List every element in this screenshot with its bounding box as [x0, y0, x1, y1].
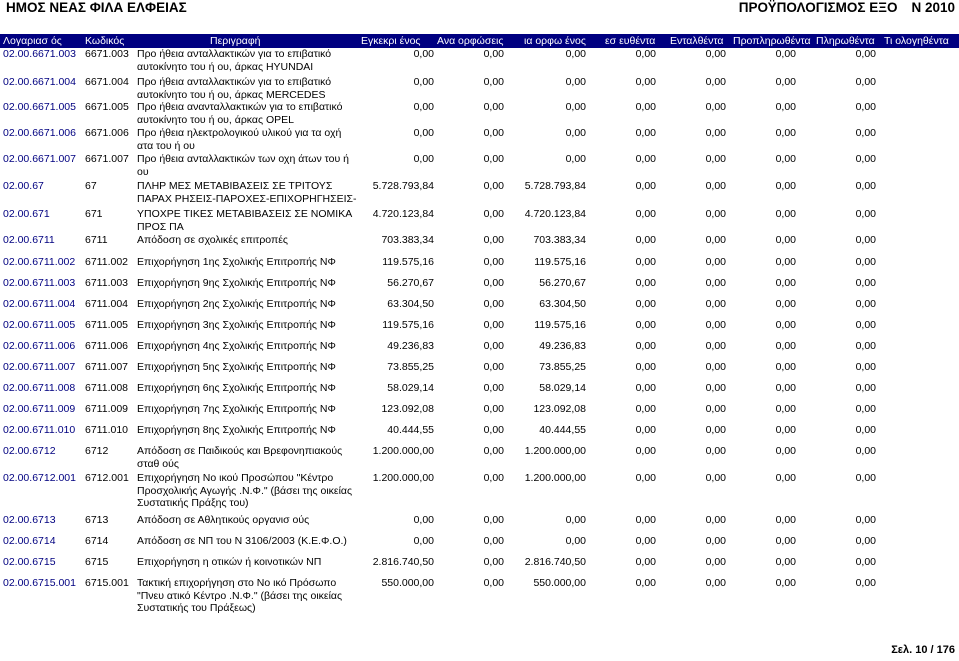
account-code: 02.00.6671.006 [3, 127, 76, 139]
amount-cell: 0,00 [855, 153, 876, 165]
amount-cell: 0,00 [705, 361, 726, 373]
description: Προ ήθεια ανταλλακτικών των οχη άτων του ή ου [137, 153, 349, 178]
amount-cell: 0,00 [635, 514, 656, 526]
amount-cell: 123.092,08 [533, 403, 586, 415]
amount-cell: 0,00 [413, 76, 434, 88]
amount-cell: 0,00 [635, 256, 656, 268]
amount-cell: 0,00 [855, 382, 876, 394]
amount-cell: 0,00 [413, 101, 434, 113]
amount-cell: 0,00 [483, 208, 504, 220]
account-code: 02.00.6712 [3, 445, 56, 457]
budget-code: 6713 [85, 514, 109, 526]
amount-cell: 0,00 [855, 472, 876, 484]
description: Επιχορήγηση 9ης Σχολικής Επιτροπής ΝΦ [137, 277, 336, 289]
col-header-committed: εσ ευθέντα [605, 35, 656, 47]
amount-cell: 0,00 [705, 382, 726, 394]
amount-cell: 0,00 [705, 403, 726, 415]
description: Απόδοση σε Παιδικούς και Βρεφονηπιακούς σταθ ούς [137, 445, 343, 470]
amount-cell: 0,00 [705, 76, 726, 88]
amount-cell: 0,00 [635, 445, 656, 457]
account-code: 02.00.6671.005 [3, 101, 76, 113]
account-code: 02.00.6711.004 [3, 298, 76, 310]
budget-code: 6711.003 [85, 277, 129, 289]
description: Επιχορήγηση 5ης Σχολικής Επιτροπής ΝΦ [137, 361, 336, 373]
amount-cell: 0,00 [855, 319, 876, 331]
amount-cell: 0,00 [635, 101, 656, 113]
budget-code: 6671.006 [85, 127, 129, 139]
amount-cell: 0,00 [483, 535, 504, 547]
amount-cell: 0,00 [855, 514, 876, 526]
amount-cell: 0,00 [855, 76, 876, 88]
amount-cell: 0,00 [635, 556, 656, 568]
budget-code: 6711.010 [85, 424, 129, 436]
amount-cell: 0,00 [565, 535, 586, 547]
amount-cell: 0,00 [635, 577, 656, 589]
account-code: 02.00.67 [3, 180, 44, 192]
amount-cell: 0,00 [705, 514, 726, 526]
amount-cell: 1.200.000,00 [524, 472, 586, 484]
amount-cell: 0,00 [635, 153, 656, 165]
account-code: 02.00.6715 [3, 556, 56, 568]
amount-cell: 0,00 [775, 208, 796, 220]
amount-cell: 40.444,55 [387, 424, 434, 436]
budget-code: 6715.001 [85, 577, 129, 589]
amount-cell: 550.000,00 [533, 577, 586, 589]
amount-cell: 0,00 [705, 180, 726, 192]
amount-cell: 0,00 [855, 577, 876, 589]
amount-cell: 0,00 [483, 361, 504, 373]
amount-cell: 0,00 [775, 445, 796, 457]
col-header-description: Περιγραφή [210, 35, 261, 47]
amount-cell: 56.270,67 [539, 277, 586, 289]
amount-cell: 0,00 [705, 48, 726, 60]
description: Προ ήθεια ανανταλλακτικών για το επιβατικό αυτοκίνητο του ή ου, άρκας OPEL [137, 101, 343, 126]
budget-code: 6712 [85, 445, 109, 457]
amount-cell: 0,00 [565, 76, 586, 88]
description: Επιχορήγηση 8ης Σχολικής Επιτροπής ΝΦ [137, 424, 336, 436]
amount-cell: 0,00 [855, 256, 876, 268]
col-header-prepaid: Προπληρωθέντα [733, 35, 811, 47]
amount-cell: 0,00 [855, 556, 876, 568]
amount-cell: 0,00 [705, 556, 726, 568]
amount-cell: 0,00 [483, 403, 504, 415]
amount-cell: 0,00 [635, 298, 656, 310]
amount-cell: 0,00 [635, 424, 656, 436]
budget-code: 6711.009 [85, 403, 129, 415]
amount-cell: 0,00 [775, 48, 796, 60]
amount-cell: 0,00 [775, 472, 796, 484]
amount-cell: 0,00 [565, 514, 586, 526]
col-header-ordered: Ενταλθέντα [670, 35, 724, 47]
budget-code: 6711.007 [85, 361, 129, 373]
amount-cell: 0,00 [775, 277, 796, 289]
description: Προ ήθεια ανταλλακτικών για το επιβατικό αυτοκίνητο του ή ου, άρκας MERCEDES [137, 76, 332, 101]
amount-cell: 0,00 [775, 424, 796, 436]
report-title [739, 0, 955, 15]
account-code: 02.00.6671.004 [3, 76, 76, 88]
amount-cell: 0,00 [635, 382, 656, 394]
amount-cell: 0,00 [635, 208, 656, 220]
account-code: 02.00.6711.005 [3, 319, 76, 331]
amount-cell: 0,00 [635, 127, 656, 139]
amount-cell: 0,00 [855, 403, 876, 415]
amount-cell: 0,00 [413, 127, 434, 139]
amount-cell: 0,00 [855, 208, 876, 220]
amount-cell: 0,00 [635, 403, 656, 415]
col-header-formed: ια ορφω ένος [524, 35, 586, 47]
description: Προ ήθεια ανταλλακτικών για το επιβατικό αυτοκίνητο του ή ου, άρκας HYUNDAI [137, 48, 332, 73]
amount-cell: 550.000,00 [381, 577, 434, 589]
amount-cell: 0,00 [775, 180, 796, 192]
amount-cell: 0,00 [855, 180, 876, 192]
amount-cell: 0,00 [775, 101, 796, 113]
budget-code: 6711.002 [85, 256, 129, 268]
amount-cell: 0,00 [855, 361, 876, 373]
amount-cell: 58.029,14 [387, 382, 434, 394]
report-year: Ν 2010 [911, 0, 955, 15]
amount-cell: 49.236,83 [539, 340, 586, 352]
amount-cell: 5.728.793,84 [524, 180, 586, 192]
account-code: 02.00.6711.009 [3, 403, 76, 415]
description: Επιχορήγηση 4ης Σχολικής Επιτροπής ΝΦ [137, 340, 336, 352]
amount-cell: 0,00 [775, 153, 796, 165]
amount-cell: 0,00 [775, 382, 796, 394]
account-code: 02.00.6711 [3, 234, 55, 246]
amount-cell: 0,00 [483, 577, 504, 589]
budget-code: 6711.004 [85, 298, 129, 310]
col-header-paid: Πληρωθέντα [816, 35, 875, 47]
amount-cell: 0,00 [705, 319, 726, 331]
description: Επιχορήγηση 1ης Σχολικής Επιτροπής ΝΦ [137, 256, 336, 268]
amount-cell: 0,00 [635, 48, 656, 60]
amount-cell: 119.575,16 [534, 256, 586, 268]
amount-cell: 0,00 [705, 445, 726, 457]
amount-cell: 0,00 [635, 472, 656, 484]
amount-cell: 4.720.123,84 [524, 208, 586, 220]
amount-cell: 0,00 [483, 101, 504, 113]
budget-code: 6711 [85, 234, 108, 246]
amount-cell: 0,00 [565, 153, 586, 165]
amount-cell: 0,00 [855, 101, 876, 113]
amount-cell: 0,00 [483, 277, 504, 289]
column-header-bar [0, 34, 959, 48]
amount-cell: 0,00 [483, 424, 504, 436]
municipality-title: ΗΜΟΣ ΝΕΑΣ ΦΙΛΑ ΕΛΦΕΙΑΣ [6, 0, 187, 15]
budget-code: 6714 [85, 535, 109, 547]
amount-cell: 0,00 [635, 234, 656, 246]
amount-cell: 0,00 [775, 577, 796, 589]
amount-cell: 0,00 [635, 340, 656, 352]
amount-cell: 0,00 [483, 76, 504, 88]
amount-cell: 63.304,50 [539, 298, 586, 310]
amount-cell: 703.383,34 [381, 234, 434, 246]
amount-cell: 0,00 [855, 234, 876, 246]
account-code: 02.00.6711.003 [3, 277, 76, 289]
description: Επιχορήγηση 2ης Σχολικής Επιτροπής ΝΦ [137, 298, 336, 310]
amount-cell: 1.200.000,00 [524, 445, 586, 457]
page-number: Σελ. 10 / 176 [891, 644, 955, 656]
amount-cell: 2.816.740,50 [524, 556, 586, 568]
account-code: 02.00.6714 [3, 535, 56, 547]
description: ΠΛΗΡ ΜΕΣ ΜΕΤΑΒΙΒΑΣΕΙΣ ΣΕ ΤΡΙΤΟΥΣ ΠΑΡΑΧ ΡΗΣΕΙΣ-ΠΑΡΟΧΕΣ-ΕΠΙΧΟΡΗΓΗΣΕΙΣ- [137, 180, 357, 205]
amount-cell: 0,00 [635, 180, 656, 192]
amount-cell: 1.200.000,00 [372, 445, 434, 457]
account-code: 02.00.6711.008 [3, 382, 76, 394]
amount-cell: 0,00 [775, 535, 796, 547]
amount-cell: 73.855,25 [387, 361, 434, 373]
amount-cell: 0,00 [483, 298, 504, 310]
amount-cell: 0,00 [635, 76, 656, 88]
amount-cell: 0,00 [413, 153, 434, 165]
amount-cell: 0,00 [483, 48, 504, 60]
col-header-account: Λογαριασ ός [3, 35, 62, 47]
amount-cell: 0,00 [855, 340, 876, 352]
amount-cell: 0,00 [775, 76, 796, 88]
account-code: 02.00.6711.006 [3, 340, 76, 352]
col-header-approved: Εγκεκρι ένος [361, 35, 421, 47]
amount-cell: 703.383,34 [533, 234, 586, 246]
amount-cell: 0,00 [705, 208, 726, 220]
account-code: 02.00.6711.007 [3, 361, 76, 373]
amount-cell: 0,00 [705, 234, 726, 246]
amount-cell: 0,00 [855, 277, 876, 289]
account-code: 02.00.6713 [3, 514, 56, 526]
budget-code: 6715 [85, 556, 109, 568]
amount-cell: 0,00 [483, 180, 504, 192]
budget-code: 6671.003 [85, 48, 129, 60]
amount-cell: 123.092,08 [381, 403, 434, 415]
amount-cell: 0,00 [705, 472, 726, 484]
amount-cell: 0,00 [413, 48, 434, 60]
amount-cell: 0,00 [775, 234, 796, 246]
amount-cell: 1.200.000,00 [372, 472, 434, 484]
amount-cell: 0,00 [775, 403, 796, 415]
description: Απόδοση σε Αθλητικούς οργανισ ούς [137, 514, 310, 526]
amount-cell: 0,00 [483, 256, 504, 268]
amount-cell: 0,00 [705, 256, 726, 268]
amount-cell: 0,00 [775, 256, 796, 268]
description: Επιχορήγηση 6ης Σχολικής Επιτροπής ΝΦ [137, 382, 336, 394]
amount-cell: 0,00 [705, 577, 726, 589]
account-code: 02.00.6712.001 [3, 472, 76, 484]
amount-cell: 0,00 [565, 48, 586, 60]
amount-cell: 0,00 [775, 298, 796, 310]
amount-cell: 0,00 [775, 556, 796, 568]
amount-cell: 0,00 [635, 535, 656, 547]
amount-cell: 0,00 [635, 361, 656, 373]
description: Επιχορήγηση 7ης Σχολικής Επιτροπής ΝΦ [137, 403, 336, 415]
amount-cell: 0,00 [855, 424, 876, 436]
budget-code: 67 [85, 180, 97, 192]
amount-cell: 0,00 [855, 535, 876, 547]
amount-cell: 0,00 [705, 298, 726, 310]
budget-code: 6671.005 [85, 101, 129, 113]
amount-cell: 0,00 [705, 424, 726, 436]
amount-cell: 0,00 [483, 556, 504, 568]
amount-cell: 0,00 [855, 298, 876, 310]
budget-code: 6671.004 [85, 76, 129, 88]
amount-cell: 0,00 [855, 127, 876, 139]
amount-cell: 0,00 [775, 319, 796, 331]
amount-cell: 4.720.123,84 [372, 208, 434, 220]
amount-cell: 0,00 [483, 234, 504, 246]
amount-cell: 40.444,55 [539, 424, 586, 436]
amount-cell: 0,00 [705, 340, 726, 352]
account-code: 02.00.6671.007 [3, 153, 76, 165]
amount-cell: 119.575,16 [382, 319, 434, 331]
account-code: 02.00.6711.010 [3, 424, 76, 436]
col-header-invoiced: Τι ολογηθέντα [884, 35, 949, 47]
report-name: ΠΡΟΫΠΟΛΟΓΙΣΜΟΣ ΕΞΟ [738, 0, 898, 15]
amount-cell: 0,00 [775, 127, 796, 139]
amount-cell: 0,00 [565, 101, 586, 113]
amount-cell: 119.575,16 [382, 256, 434, 268]
amount-cell: 5.728.793,84 [372, 180, 434, 192]
budget-code: 6711.008 [85, 382, 129, 394]
amount-cell: 0,00 [705, 127, 726, 139]
amount-cell: 0,00 [483, 472, 504, 484]
amount-cell: 0,00 [705, 535, 726, 547]
amount-cell: 0,00 [775, 361, 796, 373]
amount-cell: 0,00 [705, 153, 726, 165]
description: Επιχορήγηση 3ης Σχολικής Επιτροπής ΝΦ [137, 319, 336, 331]
amount-cell: 0,00 [413, 535, 434, 547]
description: Προ ήθεια ηλεκτρολογικού υλικού για τα οχή ατα του ή ου [137, 127, 342, 152]
description: Απόδοση σε σχολικές επιτροπές [137, 234, 288, 246]
amount-cell: 0,00 [483, 382, 504, 394]
description: Τακτική επιχορήγηση στο Νο ικό Πρόσωπο "Πνευ ατικό Κέντρο .Ν.Φ." (βάσει της οικείας Συστατικής του Πράξεως) [137, 577, 343, 614]
amount-cell: 0,00 [413, 514, 434, 526]
amount-cell: 0,00 [775, 514, 796, 526]
account-code: 02.00.671 [3, 208, 50, 220]
amount-cell: 0,00 [635, 277, 656, 289]
description: Απόδοση σε ΝΠ του Ν 3106/2003 (Κ.Ε.Φ.Ο.) [137, 535, 347, 547]
amount-cell: 63.304,50 [387, 298, 434, 310]
amount-cell: 0,00 [855, 445, 876, 457]
amount-cell: 0,00 [483, 127, 504, 139]
description: Επιχορήγηση η οτικών ή κοινοτικών ΝΠ [137, 556, 322, 568]
amount-cell: 0,00 [565, 127, 586, 139]
amount-cell: 0,00 [705, 101, 726, 113]
amount-cell: 49.236,83 [387, 340, 434, 352]
account-code: 02.00.6671.003 [3, 48, 76, 60]
description: ΥΠΟΧΡΕ ΤΙΚΕΣ ΜΕΤΑΒΙΒΑΣΕΙΣ ΣΕ ΝΟΜΙΚΑ ΠΡΟΣ ΠΑ [137, 208, 352, 233]
amount-cell: 0,00 [705, 277, 726, 289]
amount-cell: 56.270,67 [387, 277, 434, 289]
amount-cell: 0,00 [855, 48, 876, 60]
amount-cell: 2.816.740,50 [372, 556, 434, 568]
description: Επιχορήγηση Νο ικού Προσώπου "Κέντρο Προσχολικής Αγωγής .Ν.Φ." (βάσει της οικείας Συστατικής Πράξης του) [137, 472, 353, 509]
budget-code: 6711.006 [85, 340, 129, 352]
budget-code: 6671.007 [85, 153, 129, 165]
amount-cell: 0,00 [635, 319, 656, 331]
amount-cell: 0,00 [483, 445, 504, 457]
amount-cell: 0,00 [483, 319, 504, 331]
amount-cell: 58.029,14 [539, 382, 586, 394]
account-code: 02.00.6715.001 [3, 577, 76, 589]
budget-code: 671 [85, 208, 103, 220]
amount-cell: 0,00 [775, 340, 796, 352]
col-header-code: Κωδικός [85, 35, 125, 47]
col-header-revisions: Ανα ορφώσεις [437, 35, 504, 47]
amount-cell: 73.855,25 [539, 361, 586, 373]
account-code: 02.00.6711.002 [3, 256, 76, 268]
budget-code: 6711.005 [85, 319, 129, 331]
budget-code: 6712.001 [85, 472, 129, 484]
amount-cell: 0,00 [483, 153, 504, 165]
amount-cell: 0,00 [483, 340, 504, 352]
amount-cell: 0,00 [483, 514, 504, 526]
amount-cell: 119.575,16 [534, 319, 586, 331]
